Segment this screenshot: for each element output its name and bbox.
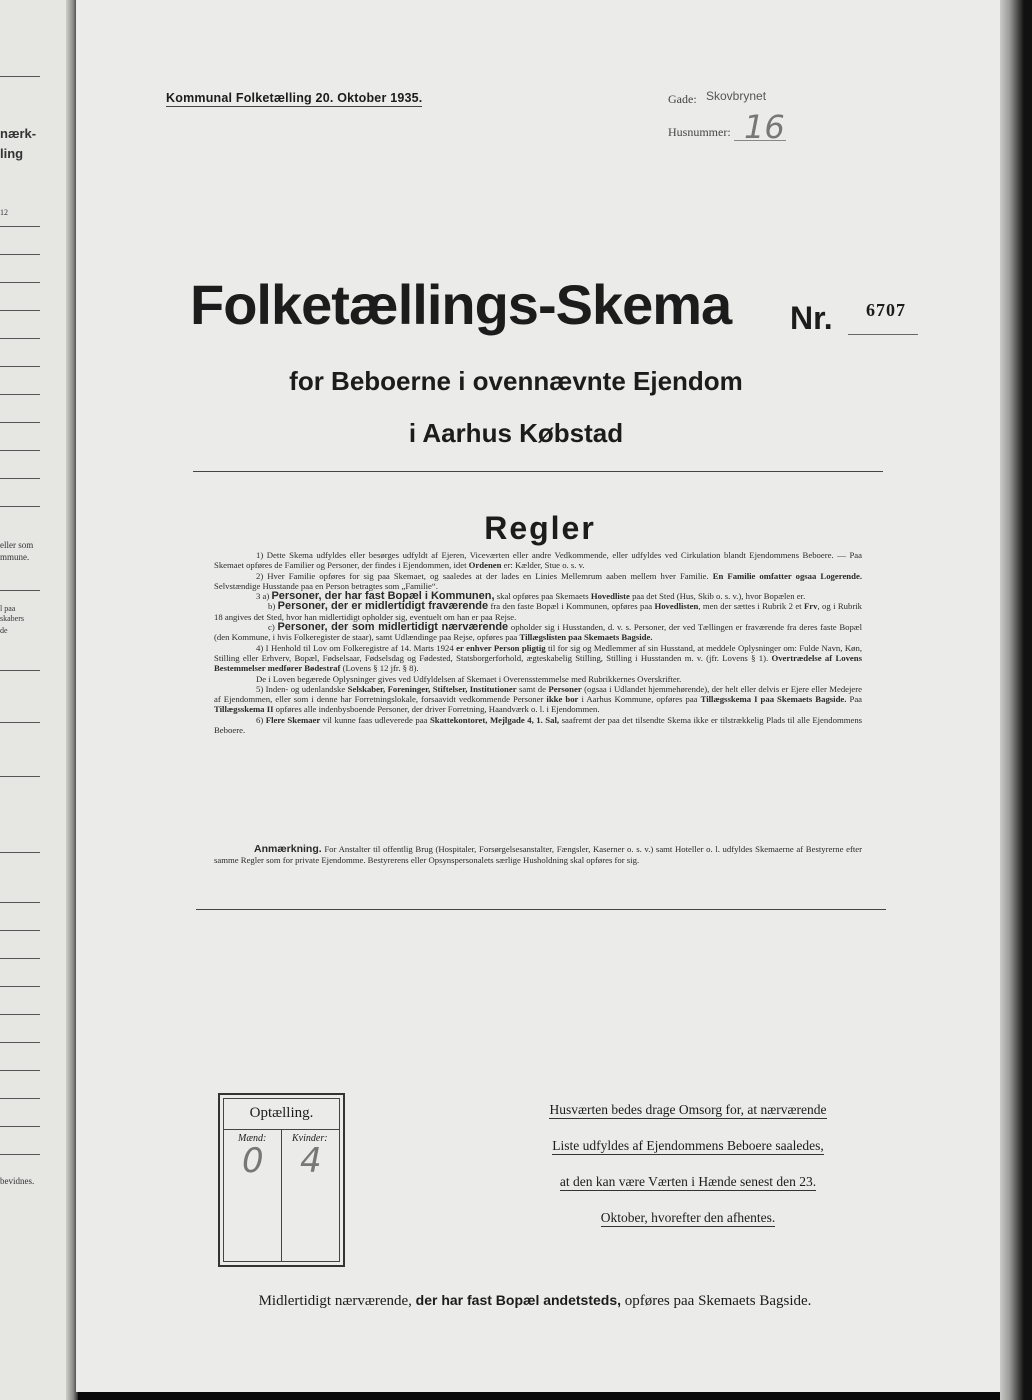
rule-1: 1) Dette Skema udfyldes eller besørges udfyldt af Ejeren, Viceværten eller andre Vedkommende, eller udfyldes ved Cirkulation blandt Ejendommens Beboere. — Paa Skemaet opføres de Familier og Personer, der findes i Ejendommen, idet Ordenen er: Kælder, Stue o. s. v. xyxy=(214,550,862,571)
form-number-line xyxy=(848,334,918,335)
house-number-value: 16 xyxy=(744,108,785,146)
left-fragment: skabers xyxy=(0,614,24,623)
men-count: 0 xyxy=(242,1141,264,1181)
left-fragment: ling xyxy=(0,146,24,161)
instruction-line: at den kan være Værten i Hænde senest den 23. xyxy=(559,1174,817,1189)
women-count: 4 xyxy=(300,1141,322,1181)
form-title: Folketællings-Skema xyxy=(190,273,732,336)
counting-box xyxy=(218,1093,345,1267)
left-fragment: eller som xyxy=(0,540,34,550)
street-label: Gade: xyxy=(668,92,697,106)
instruction-line: Husværten bedes drage Omsorg for, at nærværende xyxy=(549,1102,827,1117)
remark-heading: Anmærkning. xyxy=(254,843,322,855)
instruction-line: Oktober, hvorefter den afhentes. xyxy=(600,1210,776,1225)
rule-3c: c) Personer, der som midlertidigt nærværende opholder sig i Husstanden, d. v. s. Personer, der ved Tællingen er fraværende fra deres faste Bopæl (den Kommune, i hvis Folkeregister de staar), samt Udlændinge paa Rejse, opføres paa Tillægslisten paa Skemaets Bagside. xyxy=(214,621,863,643)
remark-text: For Anstalter til offentlig Brug (Hospitaler, Forsørgelsesanstalter, Fængsler, Kaserner o. s. v.) samt Hoteller o. l. udfyldes Skemaerne af Bestyrerne efter samme Regler som for private Ejendomme. Bestyrerens eller Opsynspersonalets særlige Husholdning skal opføres for sig. xyxy=(214,844,862,865)
rule-2: 2) Hver Familie opføres for sig paa Skemaet, og saaledes at der lades en Linies Mellemrum aaben mellem hver Familie. En Familie omfatter ogsaa Logerende. Selvstændige Husstande paa en Person betragtes som „Familie“. xyxy=(214,570,863,591)
previous-page-strip xyxy=(0,0,72,1400)
left-fragment: bevidnes. xyxy=(0,1176,35,1186)
rules-heading: Regler xyxy=(484,510,596,546)
rule-3b: b) Personer, der er midlertidigt fraværende fra den faste Bopæl i Kommunen, opføres paa Hovedlisten, men der sættes i Rubrik 2 et Frv, og i Rubrik 18 angives det Sted, hvor han midlertidigt opholder sig, eventuelt om han er paa Rejse. xyxy=(214,600,863,622)
rule-4: 4) I Henhold til Lov om Folkeregistre af 14. Marts 1924 er enhver Person pligtig til for sig og Medlemmer af sin Husstand, at meddele Oplysninger om: Fulde Navn, Køn, Stilling eller Erhverv, Bopæl, Fødselsaar, Fødselsdag og Fødested, Statsborgerforhold, ægteskabelig Stilling, Stilling i Husstanden m. v. (jfr. Lovens § 1). Overtrædelse af Lovens Bestemmelser medfører Bødestraf (Lovens § 12 jfr. § 8). xyxy=(214,642,863,674)
rules-text xyxy=(214,550,862,735)
footer-note: Midlertidigt nærværende, der har fast Bopæl andetsteds, opføres paa Skemaets Bagside. xyxy=(258,1292,812,1309)
women-label: Kvinder: xyxy=(292,1133,328,1144)
left-fragment: 12 xyxy=(0,208,8,217)
divider xyxy=(193,471,883,472)
remark-note xyxy=(214,844,862,865)
landlord-instruction xyxy=(510,1098,866,1242)
rule-5: 5) Inden- og udenlandske Selskaber, Foreninger, Stiftelser, Institutioner samt de Personer (ogsaa i Udlandet hjemmehørende), der helt eller delvis er Ejere eller Medejere af Ejendommen, eller som i denne har Forretningslokale, forsaavidt vedkommende Personer ikke bor i Aarhus Kommune, opføres paa Tillægsskema I paa Skemaets Bagside. Paa Tillægsskema II opføres alle indenbysboende Personer, der driver Forretning, Haandværk o. l. i Ejendommen. xyxy=(214,683,863,715)
rule-6: 6) Flere Skemaer vil kunne faas udleverede paa Skattekontoret, Mejlgade 4, 1. Sal, saafremt der paa det tilsendte Skema ikke er tilstrækkelig Plads til alle Ejendommens Beboere. xyxy=(214,714,863,736)
left-rule xyxy=(0,76,40,77)
page-edge xyxy=(1000,0,1032,1400)
census-header: Kommunal Folketælling 20. Oktober 1935. xyxy=(166,91,423,105)
left-fragment: mmune. xyxy=(0,552,30,562)
divider xyxy=(196,909,886,910)
instruction-line: Liste udfyldes af Ejendommens Beboere saaledes, xyxy=(552,1138,824,1153)
rule-4b: De i Loven begærede Oplysninger gives ved Udfyldelsen af Skemaet i Overensstemmelse med Rubrikkernes Overskrifter. xyxy=(256,673,682,684)
men-label: Mænd: xyxy=(238,1133,267,1144)
rule-3a: 3 a) Personer, der har fast Bopæl i Kommunen, skal opføres paa Skemaets Hovedliste paa det Sted (Hus, Skib o. s. v.), hvor Bopælen er. xyxy=(256,590,806,603)
form-subtitle-city: i Aarhus Købstad xyxy=(408,418,624,448)
counting-title: Optælling. xyxy=(249,1105,314,1121)
form-subtitle: for Beboerne i ovennævnte Ejendom xyxy=(289,366,743,396)
street-value: Skovbrynet xyxy=(706,89,767,103)
house-number-label: Husnummer: xyxy=(668,125,731,139)
left-fragment: de xyxy=(0,626,8,635)
form-number-value: 6707 xyxy=(866,300,906,320)
left-fragment: nærk- xyxy=(0,126,37,141)
left-fragment: l paa xyxy=(0,604,16,613)
form-number-label: Nr. xyxy=(790,300,833,336)
